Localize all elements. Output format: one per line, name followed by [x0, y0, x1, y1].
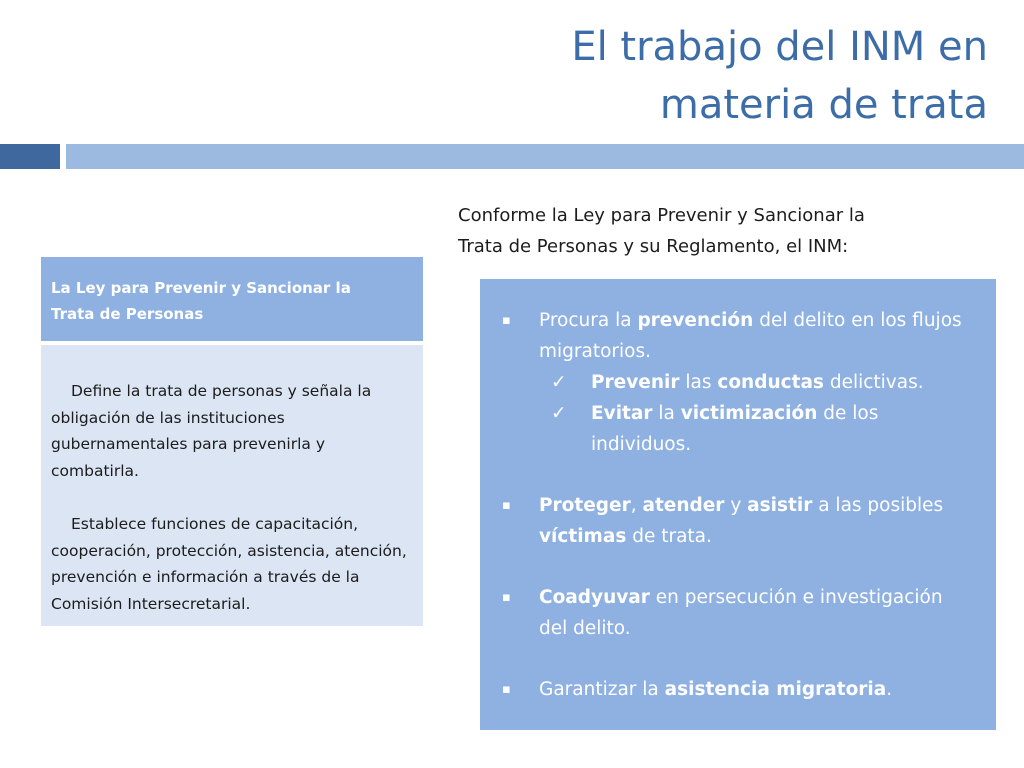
accent-bar-light — [66, 144, 1024, 169]
checkmark-icon: ✓ — [551, 372, 567, 393]
inm-actions-panel — [480, 279, 996, 730]
square-bullet-icon: ▪ — [502, 590, 511, 605]
accent-bar-dark — [0, 144, 60, 169]
intro-line-2: Trata de Personas y su Reglamento, el INM: — [458, 236, 849, 257]
title-line-1: El trabajo del INM en — [571, 24, 988, 70]
sub-item-avoid: ✓ Evitar la victimización de los individuos. — [480, 398, 976, 460]
square-bullet-icon: ▪ — [502, 498, 511, 513]
law-panel-header — [41, 257, 423, 341]
action-item-assist: ▪ Coadyuvar en persecución e investigación del delito. — [480, 582, 976, 644]
intro-line-1: Conforme la Ley para Prevenir y Sancionar la — [458, 205, 865, 226]
sub-item-prevent: ✓ Prevenir las conductas delictivas. — [480, 367, 976, 398]
slide-title — [288, 18, 988, 134]
intro-text — [458, 200, 978, 262]
square-bullet-icon: ▪ — [502, 313, 511, 328]
action-item-guarantee: ▪ Garantizar la asistencia migratoria. — [480, 674, 976, 705]
law-header-line-2: Trata de Personas — [51, 305, 204, 323]
action-item-protect: ▪ Proteger, atender y asistir a las posibles víctimas de trata. — [480, 490, 976, 552]
law-panel-body — [41, 345, 423, 626]
checkmark-icon: ✓ — [551, 403, 567, 424]
action-item-prevention: ▪ Procura la prevención del delito en los flujos migratorios. ✓ Prevenir las conductas delictivas. ✓ Evitar la victimización de los individuos. — [480, 305, 976, 460]
square-bullet-icon: ▪ — [502, 682, 511, 697]
title-line-2: materia de trata — [659, 82, 988, 128]
law-paragraph-1: Define la trata de personas y señala la obligación de las instituciones gubernamentales para prevenirla y combatirla. — [51, 382, 372, 480]
law-paragraph-2: Establece funciones de capacitación, cooperación, protección, asistencia, atención, prevención e información a través de la Comisión Intersecretarial. — [51, 515, 407, 613]
law-header-line-1: La Ley para Prevenir y Sancionar la — [51, 279, 351, 297]
